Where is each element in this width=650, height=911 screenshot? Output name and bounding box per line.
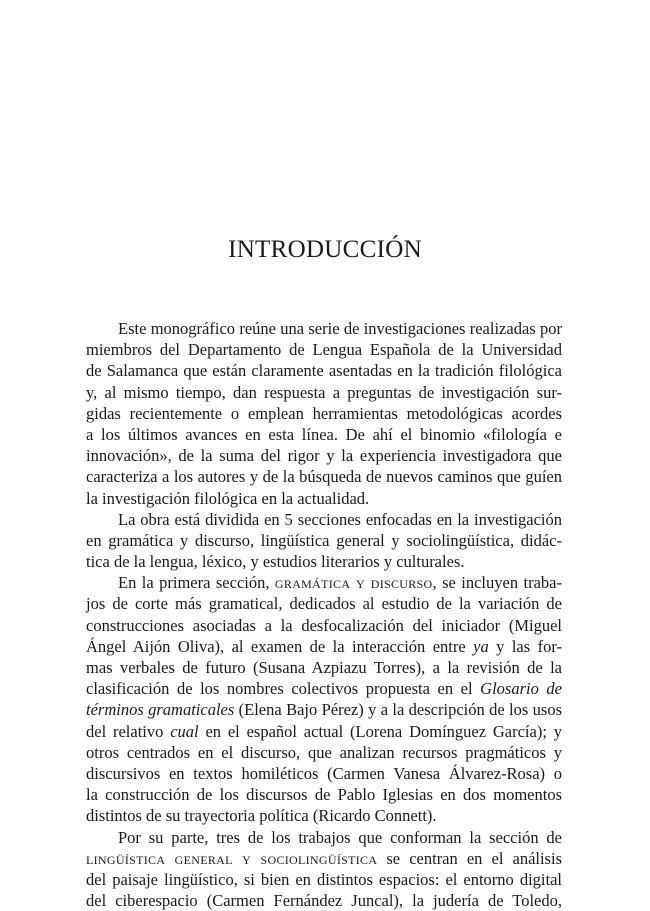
text-segment: innovación», de la suma del rigor y la experiencia investigadora que [86, 446, 562, 465]
paragraph [86, 572, 562, 826]
text-line [86, 382, 562, 403]
paragraph [86, 318, 562, 509]
text-segment: y, al mismo tiempo, dan respuesta a preguntas de investigación sur- [86, 383, 562, 402]
text-line [86, 551, 562, 572]
text-line [86, 360, 562, 381]
text-segment: la construcción de los discursos de Pablo Iglesias en dos momentos [86, 785, 562, 804]
italic-text: ya [473, 637, 489, 656]
section-name: lingüística general y sociolingüística [86, 849, 377, 868]
text-line [86, 784, 562, 805]
text-line [86, 509, 562, 530]
italic-text: términos gramaticales [86, 700, 234, 719]
text-line [86, 657, 562, 678]
text-segment: construcciones asociadas a la desfocalización del iniciador (Miguel [86, 616, 562, 635]
text-segment: Por su parte, tres de los trabajos que conforman la sección de [118, 828, 562, 847]
text-line [86, 721, 562, 742]
text-segment: caracteriza a los autores y de la búsqueda de nuevos caminos que guíen [86, 467, 562, 486]
text-line [86, 339, 562, 360]
page-title: INTRODUCCIÓN [0, 236, 650, 264]
text-segment: clasificación de los nombres colectivos propuesta en el [86, 679, 480, 698]
text-line [86, 615, 562, 636]
body-text [86, 318, 562, 911]
text-segment: jos de corte más gramatical, dedicados al estudio de la variación de [86, 594, 562, 613]
text-segment: del ciberespacio (Carmen Fernández Juncal), la judería de Toledo, [86, 891, 562, 910]
text-segment: en gramática y discurso, lingüística general y sociolingüística, didác- [86, 531, 562, 550]
text-segment: (Elena Bajo Pérez) y a la descripción de los usos [234, 700, 562, 719]
text-line [86, 424, 562, 445]
italic-text: cual [170, 722, 198, 741]
text-line [86, 827, 562, 848]
text-segment: se centran en el análisis [377, 849, 562, 868]
text-segment: y las for- [489, 637, 562, 656]
text-line [86, 403, 562, 424]
paragraph [86, 827, 562, 911]
paragraph [86, 509, 562, 573]
text-segment: mas verbales de futuro (Susana Azpiazu Torres), a la revisión de la [86, 658, 562, 677]
text-segment: a los últimos avances en esta línea. De ahí el binomio «filología e [86, 425, 562, 444]
text-line [86, 593, 562, 614]
text-line [86, 699, 562, 720]
text-line [86, 763, 562, 784]
text-segment: discursivos en textos homiléticos (Carmen Vanesa Álvarez-Rosa) o [86, 764, 562, 783]
text-segment: otros centrados en el discurso, que analizan recursos pragmáticos y [86, 743, 562, 762]
text-line [86, 466, 562, 487]
text-line [86, 742, 562, 763]
text-segment: Ángel Aijón Oliva), al examen de la interacción entre [86, 637, 473, 656]
text-line [86, 636, 562, 657]
text-segment: En la primera sección, [118, 573, 275, 592]
text-line [86, 678, 562, 699]
text-segment: miembros del Departamento de Lengua Española de la Universidad [86, 340, 562, 359]
text-segment: distintos de su trayectoria política (Ricardo Connett). [86, 806, 437, 825]
text-line [86, 488, 562, 509]
text-segment: tica de la lengua, léxico, y estudios literarios y culturales. [86, 552, 464, 571]
text-segment: gidas recientemente o emplean herramientas metodológicas acordes [86, 404, 562, 423]
text-segment: en el español actual (Lorena Domínguez García); y [199, 722, 562, 741]
text-line [86, 530, 562, 551]
text-segment: la investigación filológica en la actualidad. [86, 489, 369, 508]
text-line [86, 445, 562, 466]
text-line [86, 869, 562, 890]
text-segment: La obra está dividida en 5 secciones enfocadas en la investigación [118, 510, 562, 529]
text-segment: del relativo [86, 722, 170, 741]
section-name: gramática y discurso [275, 573, 433, 592]
text-line [86, 318, 562, 339]
italic-text: Glosario de [480, 679, 562, 698]
text-line [86, 848, 562, 869]
text-segment: del paisaje lingüístico, si bien en distintos espacios: el entorno digital [86, 870, 562, 889]
text-segment: Este monográfico reúne una serie de investigaciones realizadas por [118, 319, 562, 338]
text-segment: de Salamanca que están claramente asentadas en la tradición filológica [86, 361, 562, 380]
text-line [86, 805, 562, 826]
text-line [86, 572, 562, 593]
text-segment: , se incluyen traba- [433, 573, 563, 592]
text-line [86, 890, 562, 911]
